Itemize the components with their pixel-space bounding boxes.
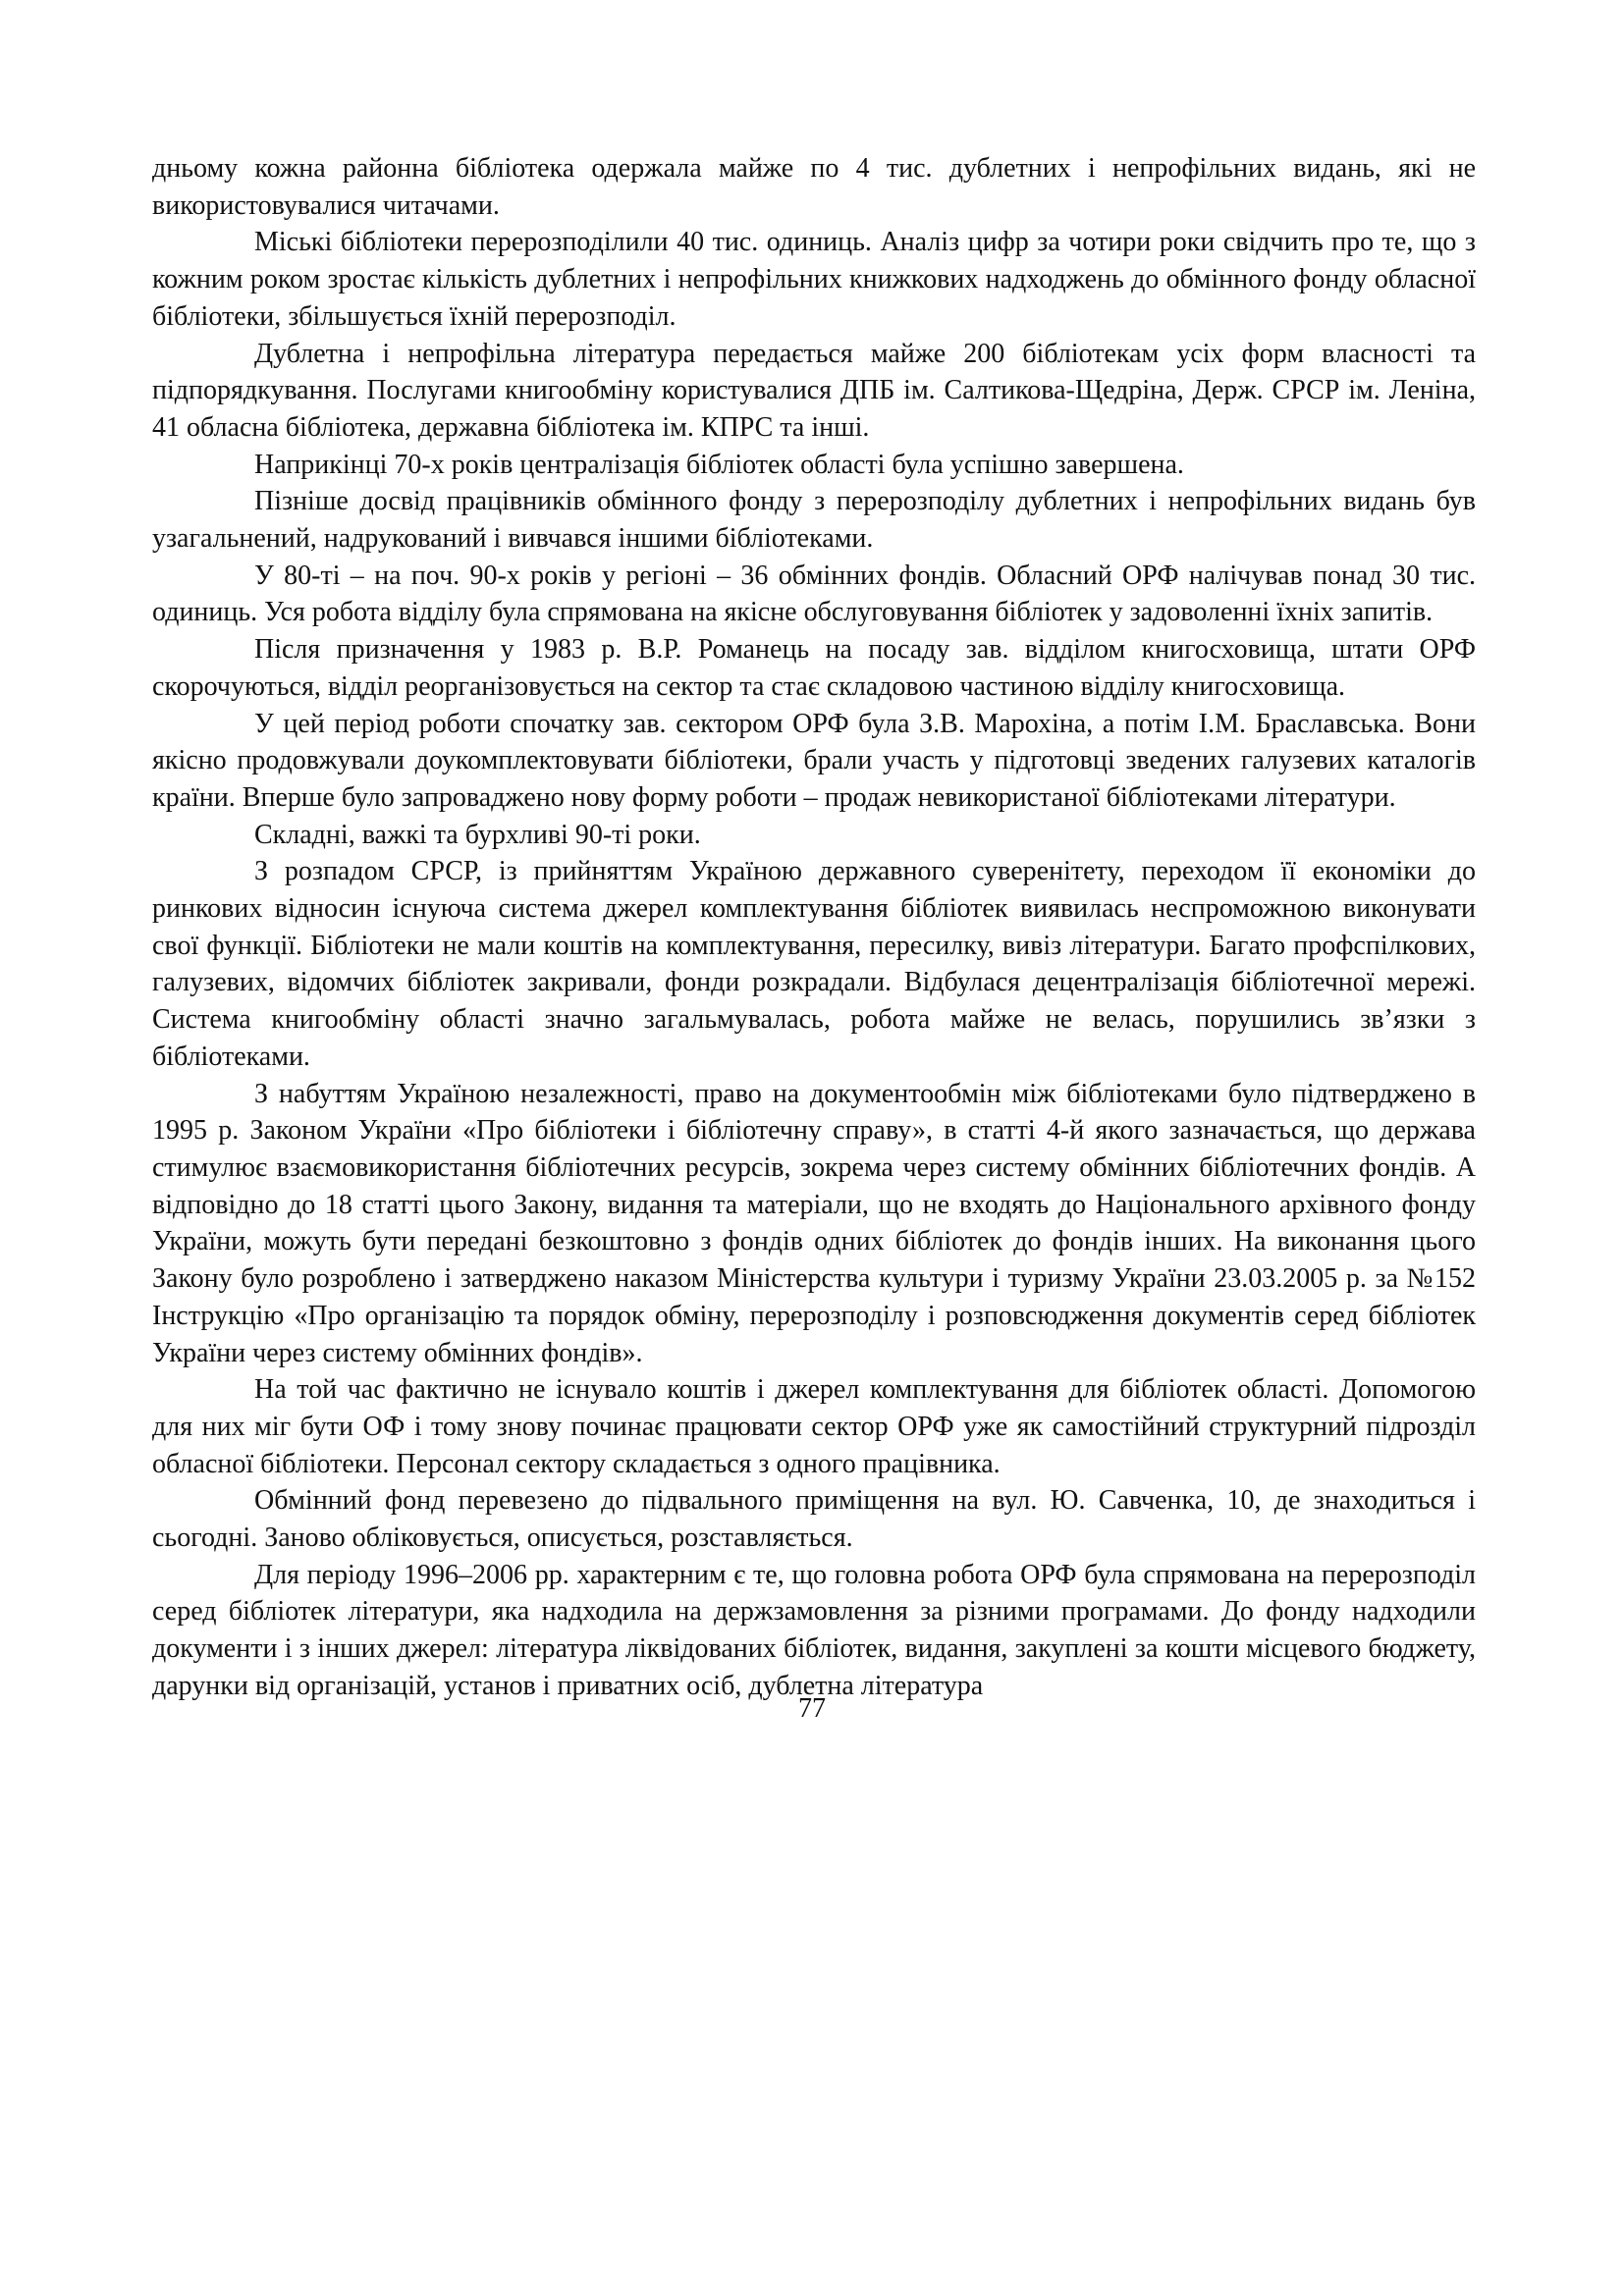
paragraph: У цей період роботи спочатку зав. сектором ОРФ була З.В. Марохіна, а потім І.М. Браславська. Вони якісно продовжували доукомплектовувати бібліотеки, брали участь у підготовці зведених галузевих каталогів країни. Вперше було запроваджено нову форму роботи – продаж невикористаної бібліотеками літератури. — [152, 708, 1476, 813]
page-number: 77 — [798, 1693, 826, 1724]
paragraph: На той час фактично не існувало коштів і джерел комплектування для бібліотек області. Допомогою для них міг бути ОФ і тому знову починає працювати сектор ОРФ уже як самостійний структурний підрозділ обласної бібліотеки. Персонал сектору складається з одного працівника. — [152, 1374, 1476, 1479]
paragraph: Обмінний фонд перевезено до підвального приміщення на вул. Ю. Савченка, 10, де знаходиться і сьогодні. Заново обліковується, описується, розставляється. — [152, 1485, 1476, 1554]
paragraph: Дублетна і непрофільна література передається майже 200 бібліотекам усіх форм власності та підпорядкування. Послугами книгообміну користувалися ДПБ ім. Салтикова-Щедріна, Держ. СРСР ім. Леніна, 41 обласна бібліотека, державна бібліотека ім. КПРС та інші. — [152, 338, 1476, 443]
paragraph: З набуттям Україною незалежності, право на документообмін між бібліотеками було підтверджено в 1995 р. Законом України «Про бібліотеки і бібліотечну справу», в статті 4-й якого зазначається, що держава стимулює взаємовикористання бібліотечних ресурсів, зокрема через систему обмінних бібліотечних фондів. А відповідно до 18 статті цього Закону, видання та матеріали, що не входять до Національного архівного фонду України, можуть бути передані безкоштовно з фондів одних бібліотек до фондів інших. На виконання цього Закону було розроблено і затверджено наказом Міністерства культури і туризму України 23.03.2005 р. за №152 Інструкцію «Про організацію та порядок обміну, перерозподілу і розповсюдження документів серед бібліотек України через систему обмінних фондів». — [152, 1078, 1476, 1368]
paragraph: У 80-ті – на поч. 90-х років у регіоні – 36 обмінних фондів. Обласний ОРФ налічував понад 30 тис. одиниць. Уся робота відділу була спрямована на якісне обслуговування бібліотек у задоволенні їхніх запитів. — [152, 560, 1476, 628]
paragraph: Після призначення у 1983 р. В.Р. Романець на посаду зав. відділом книгосховища, штати ОРФ скорочуються, відділ реорганізовується на сектор та стає складовою частиною відділу книгосховища. — [152, 634, 1476, 702]
paragraph: Для періоду 1996–2006 рр. характерним є те, що головна робота ОРФ була спрямована на перерозподіл серед бібліотек літератури, яка надходила на держзамовлення за різними програмами. До фонду надходили документи і з інших джерел: література ліквідованих бібліотек, видання, закуплені за кошти місцевого бюджету, дарунки від організацій, установ і приватних осіб, дублетна література — [152, 1559, 1476, 1701]
paragraph: Наприкінці 70-х років централізація бібліотек області була успішно завершена. — [254, 449, 1184, 480]
paragraph: Пізніше досвід працівників обмінного фонду з перерозподілу дублетних і непрофільних видань був узагальнений, надрукований і вивчався іншими бібліотеками. — [152, 486, 1476, 555]
paragraph: З розпадом СРСР, із прийняттям Україною державного суверенітету, переходом її економіки до ринкових відносин існуюча система джерел комплектування бібліотек виявилась неспроможною виконувати свої функції. Бібліотеки не мали коштів на комплектування, пересилку, вивіз літератури. Багато профспілкових, галузевих, відомчих бібліотек закривали, фонди розкрадали. Відбулася децентралізація бібліотечної мережі. Система книгообміну області значно загальмувалась, робота майже не велась, порушились зв’язки з бібліотеками. — [152, 856, 1476, 1072]
document-body — [152, 150, 1476, 1705]
paragraph-continued: дньому кожна районна бібліотека одержала майже по 4 тис. дублетних і непрофільних видань, які не використовувалися читачами. — [152, 153, 1476, 221]
paragraph: Складні, важкі та бурхливі 90-ті роки. — [254, 819, 701, 850]
paragraph: Міські бібліотеки перерозподілили 40 тис. одиниць. Аналіз цифр за чотири роки свідчить про те, що з кожним роком зростає кількість дублетних і непрофільних книжкових надходжень до обмінного фонду обласної бібліотеки, збільшується їхній перерозподіл. — [152, 227, 1476, 332]
